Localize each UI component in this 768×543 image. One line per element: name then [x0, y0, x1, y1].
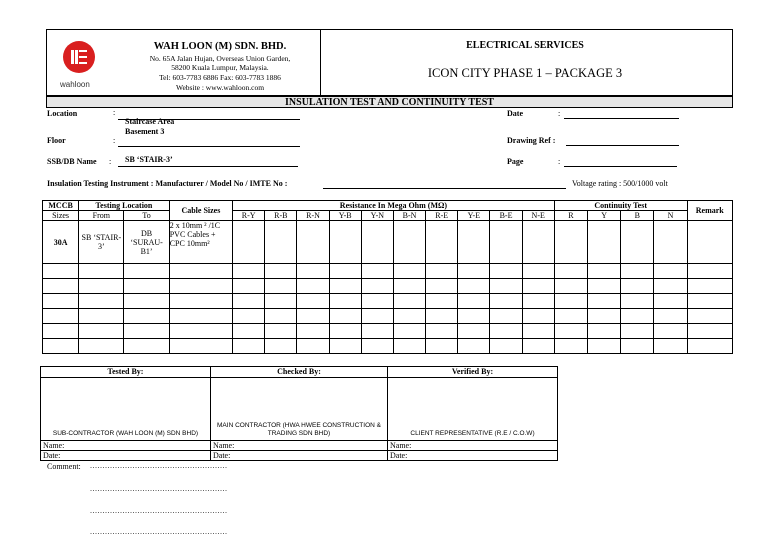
verified-by-header: Verified By: — [388, 367, 558, 378]
location-line — [118, 119, 300, 120]
col-n-e: N-E — [522, 211, 554, 221]
header-divider — [320, 29, 321, 96]
continuity-header: Continuity Test — [554, 201, 687, 211]
tested-date-field[interactable]: Date: — [41, 451, 211, 461]
table-row — [43, 294, 733, 309]
project-title: ICON CITY PHASE 1 – PACKAGE 3 — [427, 66, 623, 80]
company-name: WAH LOON (M) SDN. BHD. — [153, 41, 287, 52]
cable-sizes-header: Cable Sizes — [169, 201, 232, 221]
website: Website : www.wahloon.com — [175, 83, 265, 92]
date-line — [564, 118, 679, 119]
row-cable: 2 x 10mm ² /1C PVC Cables + CPC 10mm² — [169, 221, 232, 264]
table-row — [43, 309, 733, 324]
table-row — [43, 279, 733, 294]
comment-line-4[interactable]: ....................................................... — [90, 527, 228, 536]
page-label: Page — [507, 157, 524, 166]
checked-org: MAIN CONTRACTOR (HWA HWEE CONSTRUCTION & TRADING SDN BHD) — [211, 378, 388, 441]
col-b-e: B-E — [490, 211, 522, 221]
table-row — [43, 264, 733, 279]
date-label: Date — [507, 109, 523, 118]
table-row — [43, 339, 733, 354]
col-cont-y: Y — [587, 211, 620, 221]
col-r-y: R-Y — [233, 211, 265, 221]
drawing-ref-line — [566, 145, 679, 146]
col-y-n: Y-N — [361, 211, 393, 221]
col-b-n: B-N — [393, 211, 425, 221]
voltage-rating: Voltage rating : 500/1000 volt — [572, 179, 668, 188]
signoff-table — [40, 366, 558, 461]
floor-line — [118, 146, 300, 147]
department-title: ELECTRICAL SERVICES — [466, 40, 584, 51]
mccb-header: MCCB — [43, 201, 79, 211]
address-line-1: No. 65A Jalan Hujan, Overseas Union Garden, — [149, 54, 291, 63]
drawing-ref-label: Drawing Ref : — [507, 136, 556, 145]
instrument-label: Insulation Testing Instrument : Manufacturer / Model No / IMTE No : — [47, 179, 288, 188]
ssb-value: SB ‘STAIR-3’ — [125, 155, 173, 164]
address-line-2: 58200 Kuala Lumpur, Malaysia. — [171, 63, 269, 72]
instrument-line — [323, 188, 566, 189]
resistance-header: Resistance In Mega Ohm (MΩ) — [233, 201, 555, 211]
checked-name-field[interactable]: Name: — [211, 441, 388, 451]
col-r-n: R-N — [297, 211, 329, 221]
logo-text: wahloon — [60, 80, 90, 89]
table-row — [43, 221, 733, 264]
verified-org: CLIENT REPRESENTATIVE (R.E / C.O.W) — [388, 378, 558, 441]
location-value-2: Basement 3 — [125, 127, 165, 136]
row-mccb: 30A — [43, 221, 79, 264]
from-header: From — [79, 211, 124, 221]
comment-label: Comment: — [47, 462, 81, 471]
ssb-colon: : — [109, 157, 112, 166]
row-to: DB ‘SURAU-B1’ — [124, 221, 169, 264]
ssb-line — [118, 166, 298, 167]
col-cont-b: B — [621, 211, 654, 221]
location-label: Location — [47, 109, 78, 118]
col-r-e: R-E — [426, 211, 458, 221]
wahloon-logo-icon — [63, 41, 95, 73]
tested-by-header: Tested By: — [41, 367, 211, 378]
col-y-e: Y-E — [458, 211, 490, 221]
col-cont-n: N — [654, 211, 687, 221]
col-cont-r: R — [554, 211, 587, 221]
phone-fax: Tel: 603-7783 6886 Fax: 603-7783 1886 — [159, 73, 281, 82]
checked-by-header: Checked By: — [211, 367, 388, 378]
to-header: To — [124, 211, 169, 221]
page-line — [564, 166, 677, 167]
test-results-table — [42, 200, 733, 354]
col-y-b: Y-B — [329, 211, 361, 221]
testing-location-header: Testing Location — [79, 201, 170, 211]
location-colon: : — [113, 108, 116, 117]
floor-label: Floor — [47, 136, 66, 145]
tested-org: SUB-CONTRACTOR (WAH LOON (M) SDN BHD) — [41, 378, 211, 441]
table-row — [43, 324, 733, 339]
remark-header: Remark — [687, 201, 732, 221]
page-colon: : — [558, 157, 561, 166]
ssb-label: SSB/DB Name — [47, 157, 97, 166]
checked-date-field[interactable]: Date: — [211, 451, 388, 461]
location-value-1: Staircase Area — [125, 117, 175, 126]
form-title: INSULATION TEST AND CONTINUITY TEST — [46, 96, 733, 108]
date-colon: : — [558, 109, 561, 118]
comment-line-2[interactable]: ....................................................... — [90, 484, 228, 493]
col-r-b: R-B — [265, 211, 297, 221]
tested-name-field[interactable]: Name: — [41, 441, 211, 451]
verified-name-field[interactable]: Name: — [388, 441, 558, 451]
sizes-header: Sizes — [43, 211, 79, 221]
comment-line-1[interactable]: ....................................................... — [90, 461, 228, 470]
verified-date-field[interactable]: Date: — [388, 451, 558, 461]
row-from: SB ‘STAIR-3’ — [79, 221, 124, 264]
floor-colon: : — [113, 136, 116, 145]
comment-line-3[interactable]: ....................................................... — [90, 506, 228, 515]
